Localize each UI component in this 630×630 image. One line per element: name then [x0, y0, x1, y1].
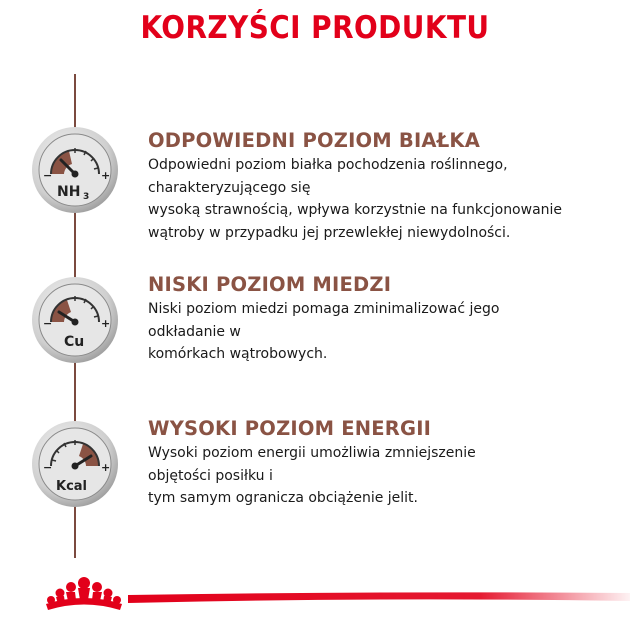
minus-sign: −	[43, 317, 53, 330]
copper-gauge-icon	[31, 276, 119, 364]
benefit-text-line: tym samym ogranicza obciążenie jelit.	[148, 490, 418, 506]
benefit-heading: ODPOWIEDNI POZIOM BIAŁKA	[148, 129, 481, 152]
benefit-text-line: Odpowiedni poziom białka pochodzenia roślinnego,	[148, 157, 508, 173]
page-title: KORZYŚCI PRODUKTU	[140, 10, 490, 46]
benefit-heading: NISKI POZIOM MIEDZI	[148, 273, 392, 296]
protein-gauge-icon	[31, 126, 119, 214]
benefit-text-line: Niski poziom miedzi pomaga zminimalizować jego	[148, 301, 500, 317]
benefit-text-line: charakteryzującego się	[148, 179, 311, 196]
crown-logo-icon	[40, 574, 128, 614]
benefit-protein	[148, 128, 618, 244]
benefit-text-line: wysoką strawnością, wpływa korzystnie na funkcjonowanie	[148, 202, 563, 218]
icon-label: Kcal	[56, 479, 88, 494]
plus-sign: +	[101, 317, 111, 330]
minus-sign: −	[43, 461, 53, 474]
icon-label: NH	[57, 184, 81, 200]
minus-sign: −	[43, 169, 53, 182]
benefit-text-line: Wysoki poziom energii umożliwia zmniejszenie	[148, 445, 476, 461]
plus-sign: +	[101, 461, 111, 474]
benefit-text-line: odkładanie w	[148, 323, 241, 340]
benefit-energy	[148, 416, 618, 510]
footer-band	[128, 588, 630, 600]
plus-sign: +	[101, 169, 111, 182]
icon-label-sub: 3	[83, 192, 90, 202]
benefit-text-line: objętości posiłku i	[148, 467, 273, 484]
icon-label: Cu	[64, 334, 85, 350]
benefit-text-line: komórkach wątrobowych.	[148, 346, 328, 362]
benefit-heading: WYSOKI POZIOM ENERGII	[148, 417, 432, 440]
benefit-copper	[148, 272, 618, 366]
benefit-text-line: wątroby w przypadku jej przewlekłej niewydolności.	[148, 224, 511, 241]
energy-gauge-icon	[31, 420, 119, 508]
